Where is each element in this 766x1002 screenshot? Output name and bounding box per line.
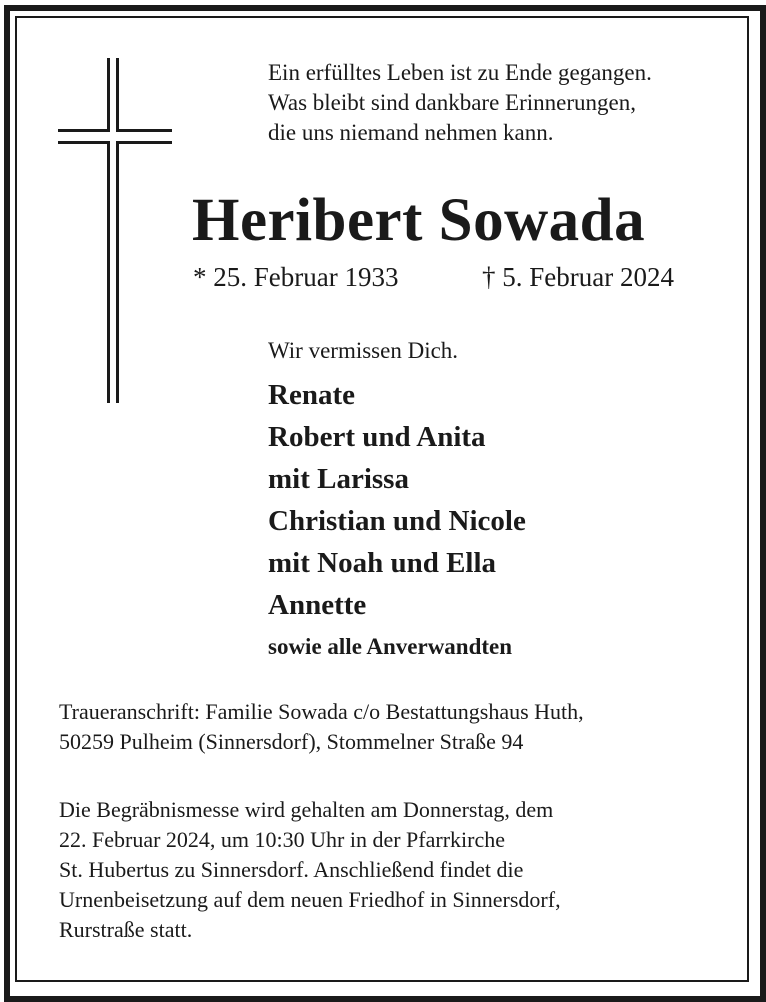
- family-line: Renate: [268, 379, 355, 411]
- address-line: Traueranschrift: Familie Sowada c/o Bestattungshaus Huth,: [59, 699, 584, 724]
- family-line: Robert und Anita: [268, 421, 486, 453]
- family-line: Christian und Nicole: [268, 505, 526, 537]
- family-line: mit Noah und Ella: [268, 547, 497, 579]
- cross-icon: [58, 58, 172, 403]
- death-date: † 5. Februar 2024: [482, 262, 674, 292]
- service-line: Urnenbeisetzung auf dem neuen Friedhof in Sinnersdorf,: [59, 887, 561, 912]
- quote-line: die uns niemand nehmen kann.: [268, 120, 554, 145]
- deceased-name: Heribert Sowada: [192, 187, 646, 254]
- service-line: Rurstraße statt.: [59, 917, 193, 942]
- family-line: Annette: [268, 589, 367, 621]
- mourning-address: [59, 697, 584, 757]
- quote-line: Was bleibt sind dankbare Erinnerungen,: [268, 90, 636, 115]
- service-line: Die Begräbnismesse wird gehalten am Donnerstag, dem: [59, 797, 554, 822]
- funeral-service-info: [59, 795, 561, 945]
- birth-date: * 25. Februar 1933: [193, 262, 399, 292]
- address-line: 50259 Pulheim (Sinnersdorf), Stommelner Straße 94: [59, 729, 524, 754]
- family-line: mit Larissa: [268, 463, 409, 495]
- service-line: St. Hubertus zu Sinnersdorf. Anschließend findet die: [59, 857, 524, 882]
- miss-text: Wir vermissen Dich.: [268, 338, 459, 363]
- relatives-line: sowie alle Anverwandten: [268, 634, 513, 659]
- memorial-quote: [268, 58, 652, 148]
- service-line: 22. Februar 2024, um 10:30 Uhr in der Pfarrkirche: [59, 827, 506, 852]
- quote-line: Ein erfülltes Leben ist zu Ende gegangen.: [268, 60, 652, 85]
- family-list: [268, 374, 526, 668]
